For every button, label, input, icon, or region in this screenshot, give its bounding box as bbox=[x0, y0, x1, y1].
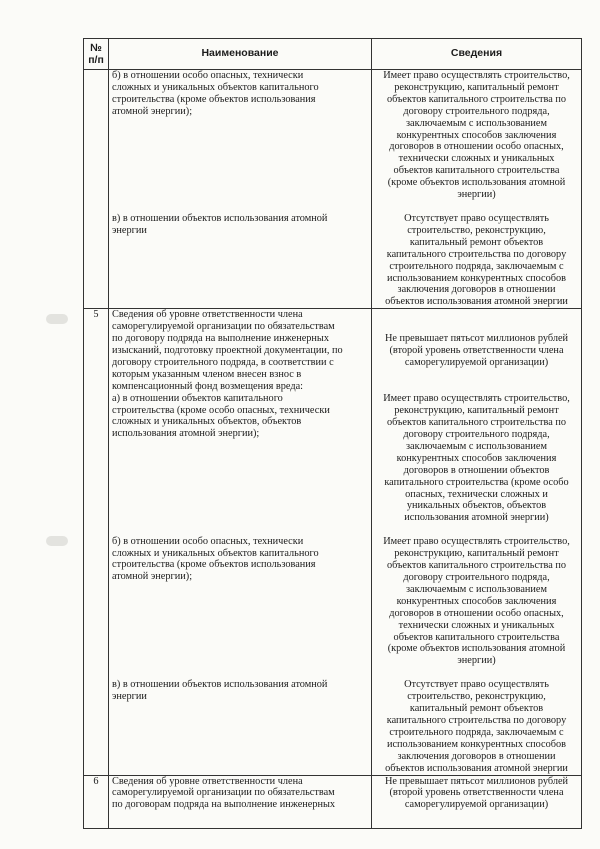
name-item-b: б) в отношении особо опасных, технически сложных и уникальных объектов капитального строительства (кроме объектов использования атомной энергии); bbox=[112, 535, 319, 583]
name-item-b: б) в отношении особо опасных, технически сложных и уникальных объектов капитального строительства (кроме объектов использования атомной энергии); bbox=[112, 70, 319, 117]
row-info bbox=[372, 309, 582, 775]
table-row bbox=[84, 309, 582, 775]
row-number bbox=[84, 70, 109, 309]
row-name bbox=[109, 775, 372, 828]
name-intro: Сведения об уровне ответственности члена саморегулируемой организации по обязательствам по договору подряда на выполнение инженерных изысканий, подготовку проектной документации, по договору строительного подряда, в соответствии с которым указанным членом внесен взнос в компенсационный фонд возмещения вреда: bbox=[112, 309, 343, 392]
info-item-b: Имеет право осуществлять строительство, реконструкцию, капитальный ремонт объектов капитального строительства по договору строительного подряда, заключаемым с использованием конкурентных способов заключения договоров в отношении особо опасных, технически сложных и уникальных объектов капитального строительства (кроме объектов использования атомной энергии) bbox=[383, 536, 570, 667]
header-info: Сведения bbox=[372, 39, 582, 70]
row-number: 5 bbox=[84, 309, 109, 775]
table-row bbox=[84, 775, 582, 828]
info-item-a: Имеет право осуществлять строительство, реконструкцию, капитальный ремонт объектов капитального строительства по договору строительного подряда, заключаемым с использованием конкурентных способов заключения договоров в отношении объектов капитального строительства (кроме особо опасных, технически сложных и уникальных объектов, объектов использования атомной энергии) bbox=[383, 393, 570, 524]
row-number: 6 bbox=[84, 775, 109, 828]
table-row bbox=[84, 70, 582, 309]
binder-hole-mark bbox=[46, 314, 68, 324]
row-name bbox=[109, 309, 372, 775]
name-intro: Сведения об уровне ответственности члена саморегулируемой организации по обязательствам по договорам подряда на выполнение инженерных bbox=[112, 775, 336, 811]
name-item-c: в) в отношении объектов использования атомной энергии bbox=[112, 678, 328, 702]
row-info bbox=[372, 70, 582, 309]
header-name: Наименование bbox=[109, 39, 372, 70]
info-intro: Не превышает пятьсот миллионов рублей (второй уровень ответственности члена саморегулируемой организации) bbox=[384, 775, 569, 811]
registry-table bbox=[83, 38, 582, 829]
binder-hole-mark bbox=[46, 536, 68, 546]
info-intro: Не превышает пятьсот миллионов рублей (второй уровень ответственности члена саморегулируемой организации) bbox=[384, 333, 569, 369]
name-item-a: а) в отношении объектов капитального строительства (кроме особо опасных, технически сложных и уникальных объектов, объектов использования атомной энергии); bbox=[112, 392, 330, 440]
table-header-row bbox=[84, 39, 582, 70]
name-item-c: в) в отношении объектов использования атомной энергии bbox=[112, 213, 328, 236]
info-item-c: Отсутствует право осуществлять строительство, реконструкцию, капитальный ремонт объектов капитального строительства по договору строительного подряда, заключаемым с использованием конкурентных способов заключения договоров в отношении объектов использования атомной энергии bbox=[385, 213, 568, 308]
row-name bbox=[109, 70, 372, 309]
header-num: № п/п bbox=[84, 39, 109, 70]
info-item-c: Отсутствует право осуществлять строительство, реконструкцию, капитальный ремонт объектов капитального строительства по договору строительного подряда, заключаемым с использованием конкурентных способов заключения договоров в отношении объектов использования атомной энергии bbox=[385, 679, 568, 774]
row-info bbox=[372, 775, 582, 828]
info-item-b: Имеет право осуществлять строительство, реконструкцию, капитальный ремонт объектов капитального строительства по договору строительного подряда, заключаемым с использованием конкурентных способов заключения договоров в отношении особо опасных, технически сложных и уникальных объектов капитального строительства (кроме объектов использования атомной энергии) bbox=[383, 70, 570, 201]
